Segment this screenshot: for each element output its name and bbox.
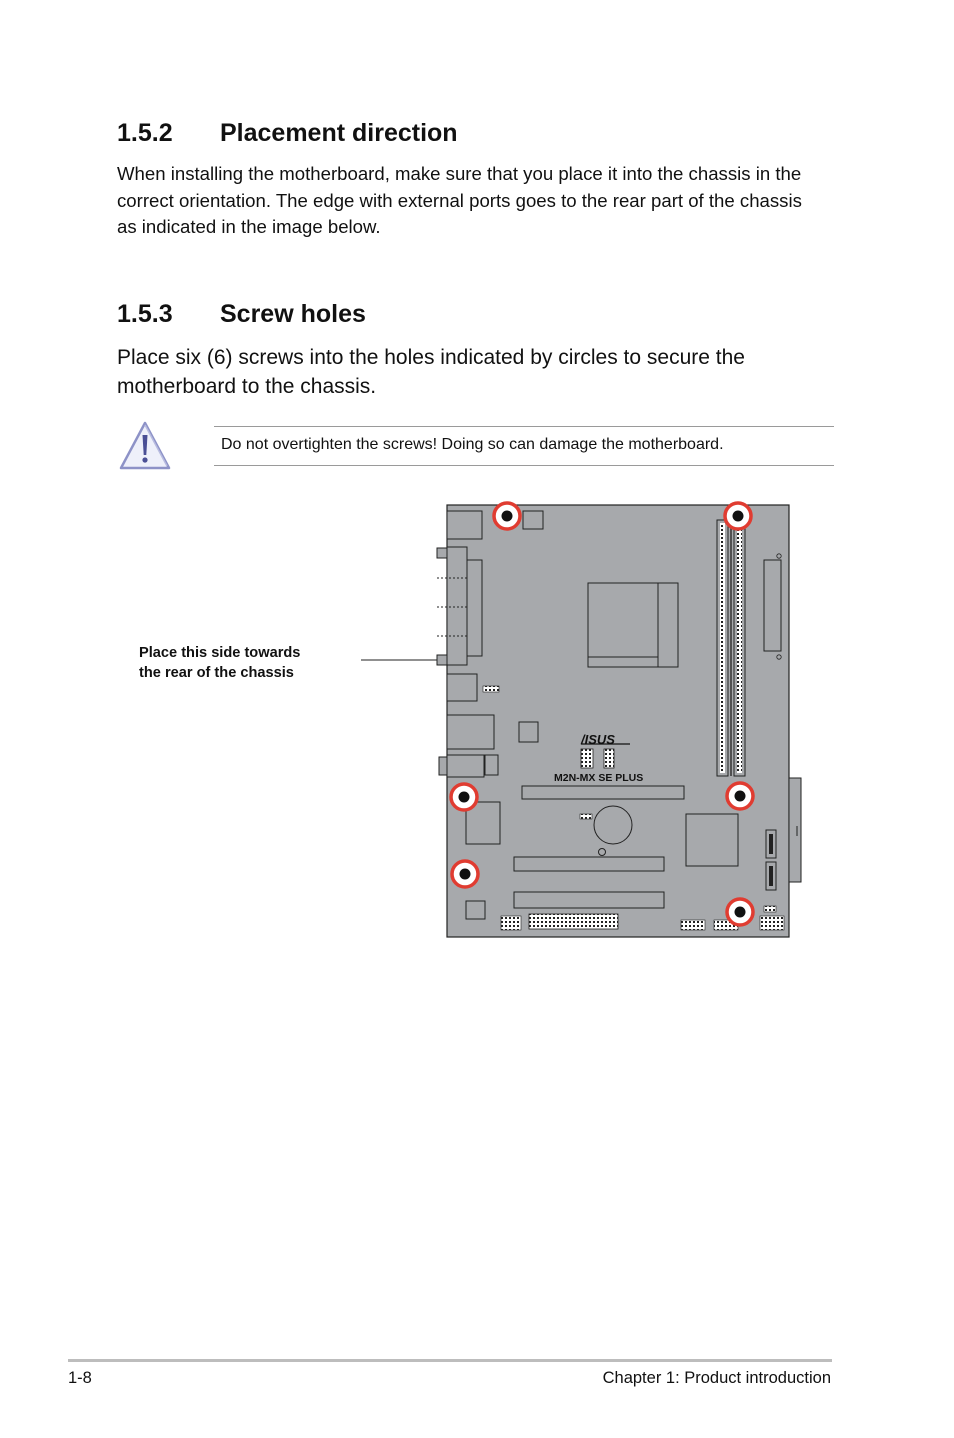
pci-slot-1 — [514, 857, 664, 871]
cpu-socket — [588, 583, 678, 667]
asus-logo: /ISUS — [581, 732, 615, 747]
vga-port — [467, 560, 482, 656]
small-chip — [523, 511, 543, 529]
atx-power-connector — [764, 560, 781, 651]
rear-side-callout — [139, 643, 300, 683]
bottom-chip — [466, 901, 485, 919]
motherboard-diagram — [350, 498, 810, 943]
screw-hole-5 — [452, 861, 478, 887]
audio-port — [447, 755, 484, 777]
chipset — [686, 814, 738, 866]
callout-line-1: Place this side towards — [139, 645, 301, 661]
note-top-rule — [214, 426, 834, 427]
placement-paragraph: When installing the motherboard, make sure that you place it into the chassis in the correct orientation. The edge with external ports goes to the rear part of the chassis as indicated in the image below. — [117, 163, 802, 237]
screw-hole-3 — [451, 784, 477, 810]
screw-hole-4 — [727, 783, 753, 809]
footer-rule — [68, 1359, 832, 1362]
section-title: Placement direction — [220, 119, 458, 147]
lan-port — [447, 715, 494, 749]
usb-port — [447, 674, 477, 701]
io-chip — [519, 722, 538, 742]
section-number: 1.5.3 — [117, 300, 173, 328]
ps2-port — [447, 511, 482, 539]
section-number: 1.5.2 — [117, 119, 173, 147]
ide-side-connector — [789, 778, 801, 882]
pci-slot-2 — [514, 892, 664, 908]
chapter-title: Chapter 1: Product introduction — [602, 1369, 831, 1387]
page-number: 1-8 — [68, 1369, 92, 1387]
screw-holes-paragraph: Place six (6) screws into the holes indicated by circles to secure the motherboard to the chassis. — [117, 346, 745, 398]
model-label: M2N-MX SE PLUS — [554, 772, 644, 784]
warning-triangle-icon — [118, 420, 172, 472]
section-title: Screw holes — [220, 300, 366, 328]
screw-hole-1 — [494, 503, 520, 529]
com-port-stack — [447, 547, 467, 665]
screw-hole-2 — [725, 503, 751, 529]
cmos-battery — [594, 806, 632, 844]
warning-text: Do not overtighten the screws! Doing so can damage the motherboard. — [221, 436, 724, 453]
floppy-connector — [529, 914, 618, 929]
callout-line-2: the rear of the chassis — [139, 665, 294, 681]
note-bottom-rule — [214, 465, 834, 466]
screw-hole-6 — [727, 899, 753, 925]
pcie-x16-slot — [522, 786, 684, 799]
